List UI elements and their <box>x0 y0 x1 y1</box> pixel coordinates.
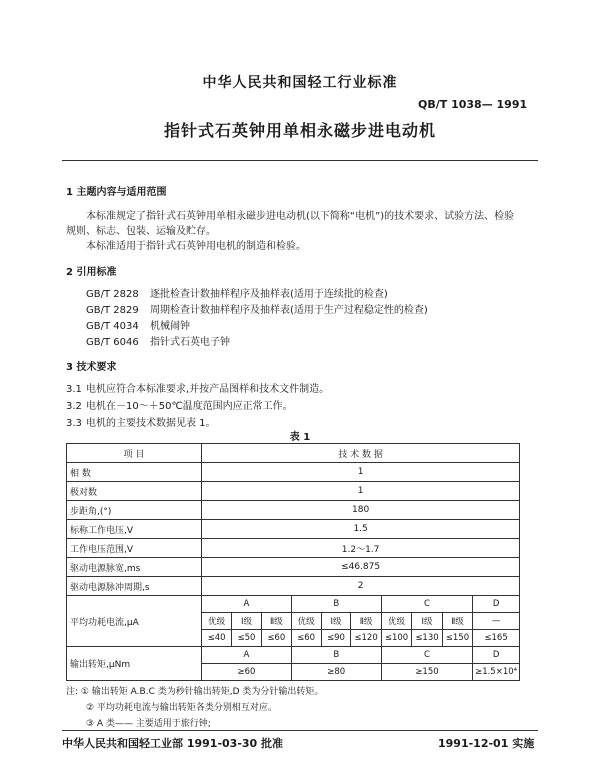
power-class-c: C <box>381 596 472 613</box>
reference-code: GB/T 2828 <box>86 289 139 300</box>
table-row <box>67 539 520 558</box>
row-value: 1 <box>202 463 520 482</box>
row-value: 2 <box>202 577 520 596</box>
requirement-text: 电机在－10～＋50℃温度范围内应正常工作。 <box>86 401 293 412</box>
row-value: 1.5 <box>202 520 520 539</box>
section-1-paragraph-1: 本标准规定了指针式石英钟用单相永磁步进电动机(以下简称“电机”)的技术要求、试验方法、检验 <box>86 211 515 222</box>
power-class-row <box>67 596 520 613</box>
row-value: 1 <box>202 482 520 501</box>
power-class-b: B <box>291 596 381 613</box>
table-row <box>67 501 520 520</box>
reference-title: 机械闹钟 <box>150 321 190 332</box>
torque-class-row <box>67 647 520 664</box>
section-1-paragraph-2: 本标准适用于指针式石英钟用电机的制造和检验。 <box>86 241 306 252</box>
torque-value: ≥60 <box>202 664 291 681</box>
power-grade: 优级 <box>381 613 411 630</box>
section-2-heading: 2 引用标准 <box>66 267 117 278</box>
requirement-text: 电机应符合本标准要求,并按产品图样和技术文件制造。 <box>86 384 330 395</box>
reference-item <box>86 333 230 348</box>
footer-divider <box>62 730 538 731</box>
power-value: ≤50 <box>232 630 262 647</box>
torque-class-a: A <box>202 647 291 664</box>
document-title: 指针式石英钟用单相永磁步进电动机 <box>163 121 436 140</box>
power-value: ≤40 <box>202 630 232 647</box>
table-header-row <box>67 444 520 463</box>
title-divider <box>62 160 538 161</box>
power-grade: Ⅰ级 <box>412 613 442 630</box>
torque-value: ≥150 <box>381 664 472 681</box>
table-note: ② 平均功耗电流与输出转矩各类分别相互对应。 <box>86 703 277 713</box>
row-label: 极对数 <box>67 482 202 501</box>
power-value: ≤90 <box>321 630 351 647</box>
reference-title: 周期检查计数抽样程序及抽样表(适用于生产过程稳定性的检查) <box>150 305 428 316</box>
requirement-number: 3.3 <box>66 418 82 429</box>
requirement-item <box>66 414 216 429</box>
section-1-paragraph-1-cont: 规则、标志、包装、运输及贮存。 <box>66 226 216 237</box>
table-row <box>67 482 520 501</box>
reference-title: 逐批检查计数抽样程序及抽样表(适用于连续批的检查) <box>150 289 388 300</box>
row-value: 1.2～1.7 <box>202 539 520 558</box>
power-class-d: D <box>473 596 520 613</box>
power-value: ≤130 <box>412 630 442 647</box>
reference-item <box>86 285 388 300</box>
effective-date: 1991-12-01 实施 <box>438 737 535 750</box>
torque-class-b: B <box>291 647 381 664</box>
power-grade: 优级 <box>202 613 232 630</box>
header-item: 项 目 <box>67 444 202 463</box>
table-row <box>67 558 520 577</box>
power-value: ≤60 <box>261 630 291 647</box>
power-value: ≤120 <box>351 630 381 647</box>
torque-value: ≥80 <box>291 664 381 681</box>
approval-line: 中华人民共和国轻工业部 1991-03-30 批准 <box>62 737 284 750</box>
power-grade: Ⅰ级 <box>321 613 351 630</box>
power-value: ≤100 <box>381 630 411 647</box>
row-label: 相 数 <box>67 463 202 482</box>
power-grade: — <box>473 613 520 630</box>
torque-class-c: C <box>381 647 472 664</box>
torque-class-d: D <box>473 647 520 664</box>
row-label: 步距角,(°) <box>67 501 202 520</box>
row-value: 180 <box>202 501 520 520</box>
power-grade: 优级 <box>291 613 321 630</box>
spec-table <box>66 443 520 681</box>
row-value: ≤46.875 <box>202 558 520 577</box>
power-class-a: A <box>202 596 291 613</box>
standard-number: QB/T 1038— 1991 <box>418 98 528 111</box>
section-3-heading: 3 技术要求 <box>66 362 117 373</box>
org-title: 中华人民共和国轻工行业标准 <box>202 75 398 91</box>
power-value: ≤60 <box>291 630 321 647</box>
power-grade: Ⅰ级 <box>232 613 262 630</box>
requirement-number: 3.2 <box>66 401 82 412</box>
reference-title: 指针式石英电子钟 <box>150 337 230 348</box>
row-label: 工作电压范围,V <box>67 539 202 558</box>
reference-item <box>86 301 428 316</box>
requirement-item <box>66 397 293 412</box>
row-label: 驱动电源脉冲周期,s <box>67 577 202 596</box>
table-caption: 表 1 <box>289 432 311 443</box>
reference-code: GB/T 6046 <box>86 337 139 348</box>
table-row <box>67 463 520 482</box>
row-label: 驱动电源脉宽,ms <box>67 558 202 577</box>
table-note: ③ A 类—— 主要适用于旅行钟; <box>86 719 211 729</box>
reference-code: GB/T 2829 <box>86 305 139 316</box>
power-grade: Ⅱ级 <box>442 613 472 630</box>
power-value: ≤165 <box>473 630 520 647</box>
section-1-heading: 1 主题内容与适用范围 <box>66 187 167 198</box>
table-note: 注: ① 输出转矩 A.B.C 类为秒针输出转矩,D 类为分针输出转矩。 <box>66 687 324 697</box>
torque-value: ≥1.5×10⁴ <box>473 664 520 681</box>
power-value: ≤150 <box>442 630 472 647</box>
requirement-text: 电机的主要技术数据见表 1。 <box>86 418 216 429</box>
header-data: 技 术 数 据 <box>202 444 520 463</box>
reference-item <box>86 317 190 332</box>
torque-label: 输出转矩,μNm <box>67 647 202 681</box>
table-row <box>67 577 520 596</box>
requirement-number: 3.1 <box>66 384 82 395</box>
requirement-item <box>66 380 329 395</box>
power-grade: Ⅱ级 <box>261 613 291 630</box>
row-label: 标称工作电压,V <box>67 520 202 539</box>
reference-code: GB/T 4034 <box>86 321 139 332</box>
power-grade: Ⅱ级 <box>351 613 381 630</box>
table-row <box>67 520 520 539</box>
power-label: 平均功耗电流,μA <box>67 596 202 647</box>
